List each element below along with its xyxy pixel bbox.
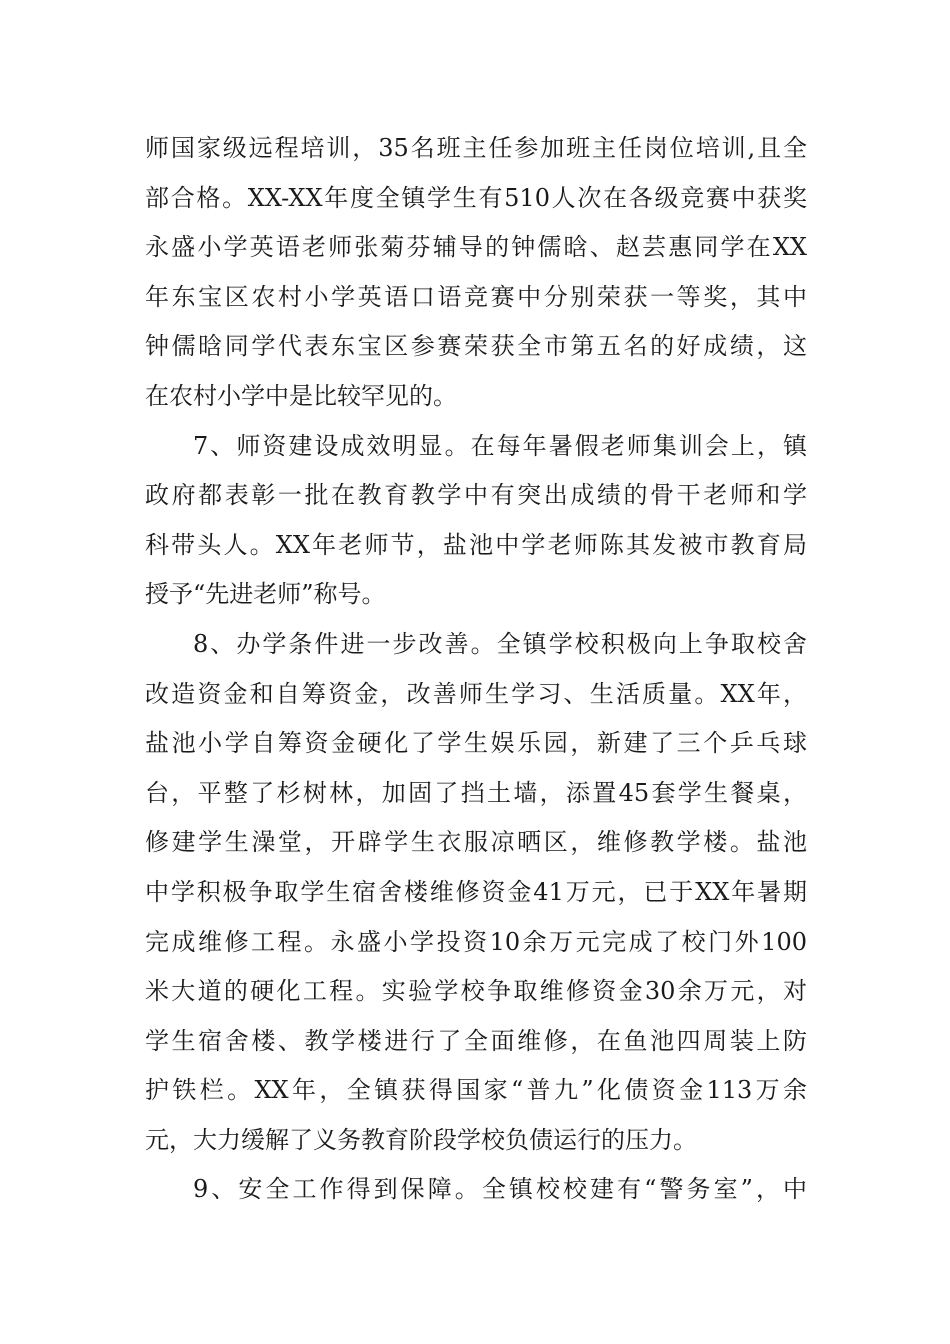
body-text bbox=[145, 124, 807, 1215]
text-line: 中学积极争取学生宿舍楼维修资金41万元，已于XX年暑期 bbox=[145, 877, 807, 906]
text-line: 在农村小学中是比较罕见的。 bbox=[145, 381, 457, 410]
text-line: 学生宿舍楼、教学楼进行了全面维修，在鱼池四周装上防 bbox=[145, 1026, 807, 1055]
text-line: 师国家级远程培训，35名班主任参加班主任岗位培训,且全 bbox=[145, 134, 807, 162]
text-line: 永盛小学英语老师张菊芬辅导的钟儒晗、赵芸惠同学在XX bbox=[145, 233, 807, 262]
paragraph-7-start: 7、师资建设成效明显。在每年暑假老师集训会上，镇 bbox=[193, 431, 807, 460]
text-line: 护铁栏。XX年，全镇获得国家“普九”化债资金113万余 bbox=[145, 1076, 807, 1105]
paragraph-9-start: 9、安全工作得到保障。全镇校校建有“警务室”，中 bbox=[193, 1175, 807, 1204]
text-line: 完成维修工程。永盛小学投资10余万元完成了校门外100 bbox=[145, 927, 807, 956]
text-line: 年东宝区农村小学英语口语竞赛中分别荣获一等奖，其中 bbox=[145, 282, 807, 311]
text-line: 科带头人。XX年老师节，盐池中学老师陈其发被市教育局 bbox=[145, 530, 807, 559]
text-line: 元，大力缓解了义务教育阶段学校负债运行的压力。 bbox=[145, 1125, 697, 1154]
text-line: 米大道的硬化工程。实验学校争取维修资金30余万元，对 bbox=[145, 977, 807, 1006]
paragraph-8-start: 8、办学条件进一步改善。全镇学校积极向上争取校舍 bbox=[193, 629, 807, 658]
text-line: 政府都表彰一批在教育教学中有突出成绩的骨干老师和学 bbox=[145, 481, 807, 510]
text-line: 修建学生澡堂，开辟学生衣服凉晒区，维修教学楼。盐池 bbox=[145, 828, 807, 857]
text-line: 台，平整了杉树林，加固了挡土墙，添置45套学生餐桌， bbox=[145, 778, 807, 807]
text-line: 部合格。XX-XX年度全镇学生有510人次在各级竞赛中获奖 bbox=[145, 183, 807, 212]
text-line: 盐池小学自筹资金硬化了学生娱乐园，新建了三个乒乓球 bbox=[145, 729, 807, 758]
text-line: 钟儒晗同学代表东宝区参赛荣获全市第五名的好成绩，这 bbox=[145, 332, 807, 361]
text-line: 改造资金和自筹资金，改善师生学习、生活质量。XX年， bbox=[145, 679, 807, 708]
text-line: 授予“先进老师”称号。 bbox=[145, 580, 386, 609]
